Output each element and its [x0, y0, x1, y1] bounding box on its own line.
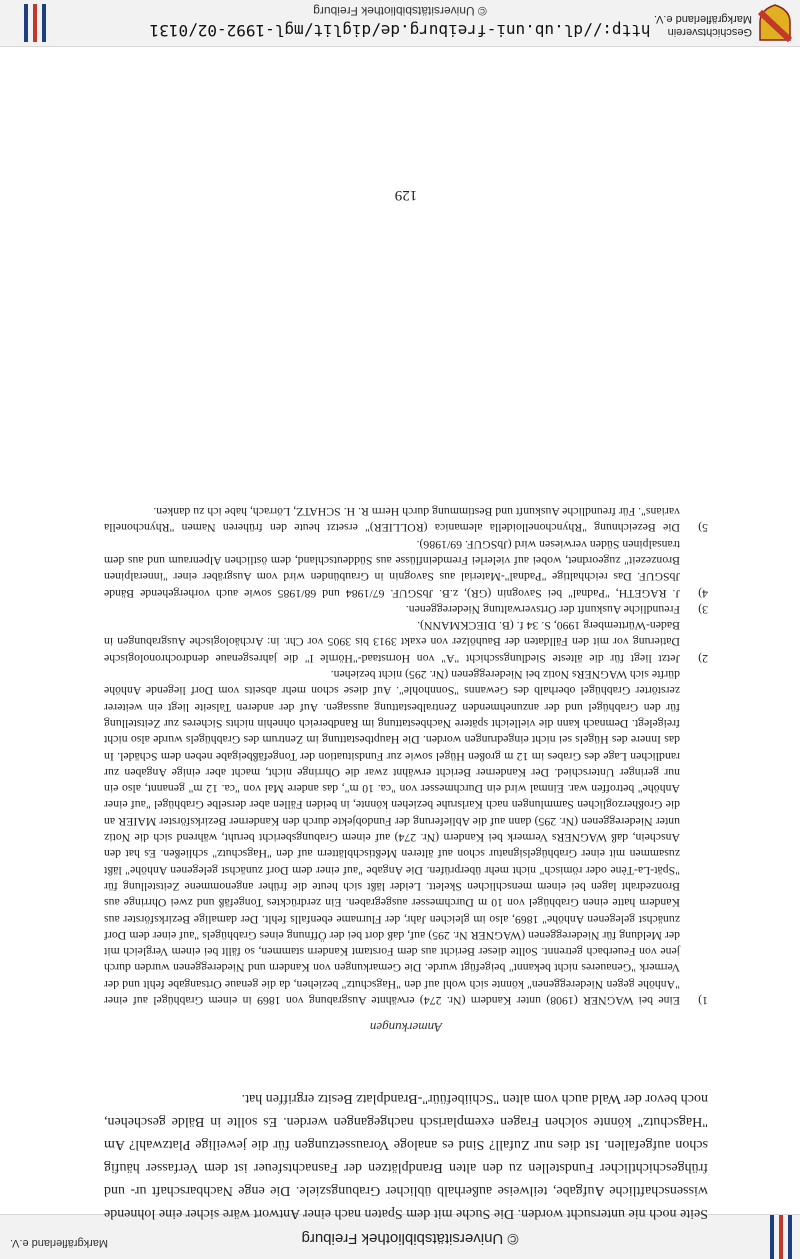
library-credit-header: © Universitätsbibliothek Freiburg	[313, 4, 487, 18]
note-4	[104, 536, 708, 601]
logo-bars-icon	[762, 1215, 792, 1259]
notes-heading: Anmerkungen	[369, 1020, 443, 1035]
note-number: 4)	[698, 586, 708, 601]
header-banner	[0, 0, 800, 47]
page-number: 129	[394, 187, 418, 203]
society-credit: Markgräflerland e.V.	[10, 1237, 109, 1249]
note-1	[104, 667, 708, 1009]
society-line-2: Markgräflerland e.V.	[653, 13, 752, 25]
body-paragraph: Seite noch nie untersucht worden. Die Suche mit dem Spaten nach einer Antwort wäre sicher eine lohnende wissenschaftliche Aufgabe, teilweise außerhalb üblicher Grabungsziele. Die enge Nachbarschaft ur- und frühgeschichtlicher Fundstellen zu den alten Brandplätzen der Fasnachtsfeuer ist dem Verfasser häufig schon aufgefallen. Ist dies nur Zufall? Sind es analoge Voraussetzungen für die jeweilige Platzwahl? Am "Hagschutz" könnte solchen Fragen exemplarisch nachgegangen werden. Es sollte in Bälde geschehen, noch bevor der Wald auch vom alten "Schiibefüür"-Brandplatz Besitz ergriffen hat.	[104, 1091, 708, 1221]
note-3	[104, 602, 708, 618]
note-number: 1)	[698, 994, 708, 1008]
note-number: 5)	[698, 521, 708, 536]
note-2	[104, 618, 708, 667]
notes-list	[104, 504, 708, 1009]
library-credit: © Universitätsbibliothek Freiburg	[301, 1230, 519, 1247]
note-text: Jetzt liegt für die älteste Siedlungsschicht "A" von Hornstaad-"Hörnle I" die jahresgenaue dendrochronologische Datierung vor mit den Fälldaten der Bauhölzer von exakt 3913 bis 3905 vor Chr. in: Archäologische Ausgrabungen in Baden-Württemberg 1990, S. 34 f. (B. DIECKMANN).	[104, 619, 680, 666]
note-text: Eine bei WAGNER (1908) unter Kandern (Nr. 274) erwähnte Ausgrabung von 1869 in einem Grabhügel auf einer "Anhöhe gegen Niedereggenen" könnte sich wohl auf den "Hagschutz" beziehen, da die genaue Ortsangabe fehlt und der Vermerk "Genaueres nicht bekannt" beigefügt wurde. Die Gemarkungen von Kandern und Niedereggenen wurden durch jene von Feuerbach getrennt. Sollte dieser Bericht aus dem Forstamt Kandern stammen, so fällt bei einem Vergleich mit der Meldung für Niedereggenen (WAGNER Nr. 295) auf, daß dort bei der Öffnung eines Grabhügels "auf einer dem Dorf zunächst gelegenen Anhöhe" 1869, also im gleichen Jahr, der Flurname ebenfalls fehlt. Der damalige Bezirksförster aus Kandern hatte einen Grabhügel von 10 m Durchmesser ausgegraben. Ein zerdrücktes Tongefäß und zwei Ohrringe aus Bronzedraht lagen bei einem menschlichen Skelett. Leider läßt sich heute die früher angenommene Zeitstellung für "Spät-La-Tène oder römisch" nicht mehr überprüfen. Die Angabe "auf einer dem Dorf zunächst gelegenen Anhöhe" läßt zusammen mit einer Grabhügelsignatur schon auf älteren Meßtischblättern auf den "Hagschutz" schließen. Es hat den Anschein, daß WAGNERs Vermerk bei Kandern (Nr. 274) auf einem Grabungsbericht beruht, während sich die Notiz unter Niedereggenen (Nr. 295) dann auf die Ablieferung der Fundobjekte durch den Kanderner Bezirksförster MAIER an die Großherzoglichen Sammlungen nach Karlsruhe beziehen könnte, in beiden Fällen aber derselbe Grabhügel "auf einer Anhöhe" betroffen war. Einmal wird ein Durchmesser von "ca. 10 m", das andere Mal von "ca. 12 m" genannt, also ein nur geringer Unterschied. Der Kanderner Bericht erwähnt zwar die Ohrringe nicht, macht aber einige Angaben zur randlichen Lage des Grabes im 12 m großen Hügel sowie zur Fundsituation der Tongefäßbeigabe neben dem Schädel. In das Innere des Hügels sei nicht eingedrungen worden. Die Hauptbestattung im Zentrum des Grabhügels wurde also nicht freigelegt. Demnach kann die vielleicht spätere Nachbestattung im Randbereich ohnehin nichts Sicheres zur Zeitstellung für den Grabhügel und der anzunehmenden Zentralbestattung aussagen. Auf der anderen Talseite liegt ein weiterer zerstörter Grabhügel oberhalb des Gewanns "Sonnhohle". Auf diese schon mehr abseits vom Dorf liegende Anhöhe dürfte sich WAGNERs Notiz bei Niedereggenen (Nr. 295) nicht beziehen.	[104, 668, 680, 1008]
note-number: 3)	[698, 602, 708, 617]
note-text: Freundliche Auskunft der Ortsverwaltung Niedereggenen.	[405, 602, 680, 617]
note-text: J. RAGETH, "Padnal" bei Savognin (GR), z.B. JbSGUF. 67/1984 und 68/1985 sowie auch vorhergehende Bände JbSGUF. Das reichhaltige "Padnal"-Material aus Savognin in Graubünden wird vom Ausgräber einer "inneralpinen Bronzezeit" zugeordnet, wobei auf vielerlei Fremdeinflüsse aus Süddeutschland, dem östlichen Alpenraum und aus dem transalpinen Süden verwiesen wird (JbSGUF. 69/1986).	[104, 537, 680, 601]
society-line-1: Geschichtsverein	[667, 26, 752, 38]
permalink-url[interactable]: http://dl.ub.uni-freiburg.de/diglit/mgl-1992-02/0131	[149, 21, 651, 40]
note-number: 2)	[698, 651, 708, 666]
note-5	[104, 504, 708, 537]
note-text: Die Bezeichnung "Rhynchonelloidella alemanica (ROLLIER)" ersetzt heute den früheren Namen "Rhynchonella varians". Für freundliche Auskunft und Bestimmung durch Herrn R. H. SCHATZ, Lörrach, habe ich zu danken.	[104, 505, 680, 536]
logo-bars-icon	[16, 0, 46, 46]
